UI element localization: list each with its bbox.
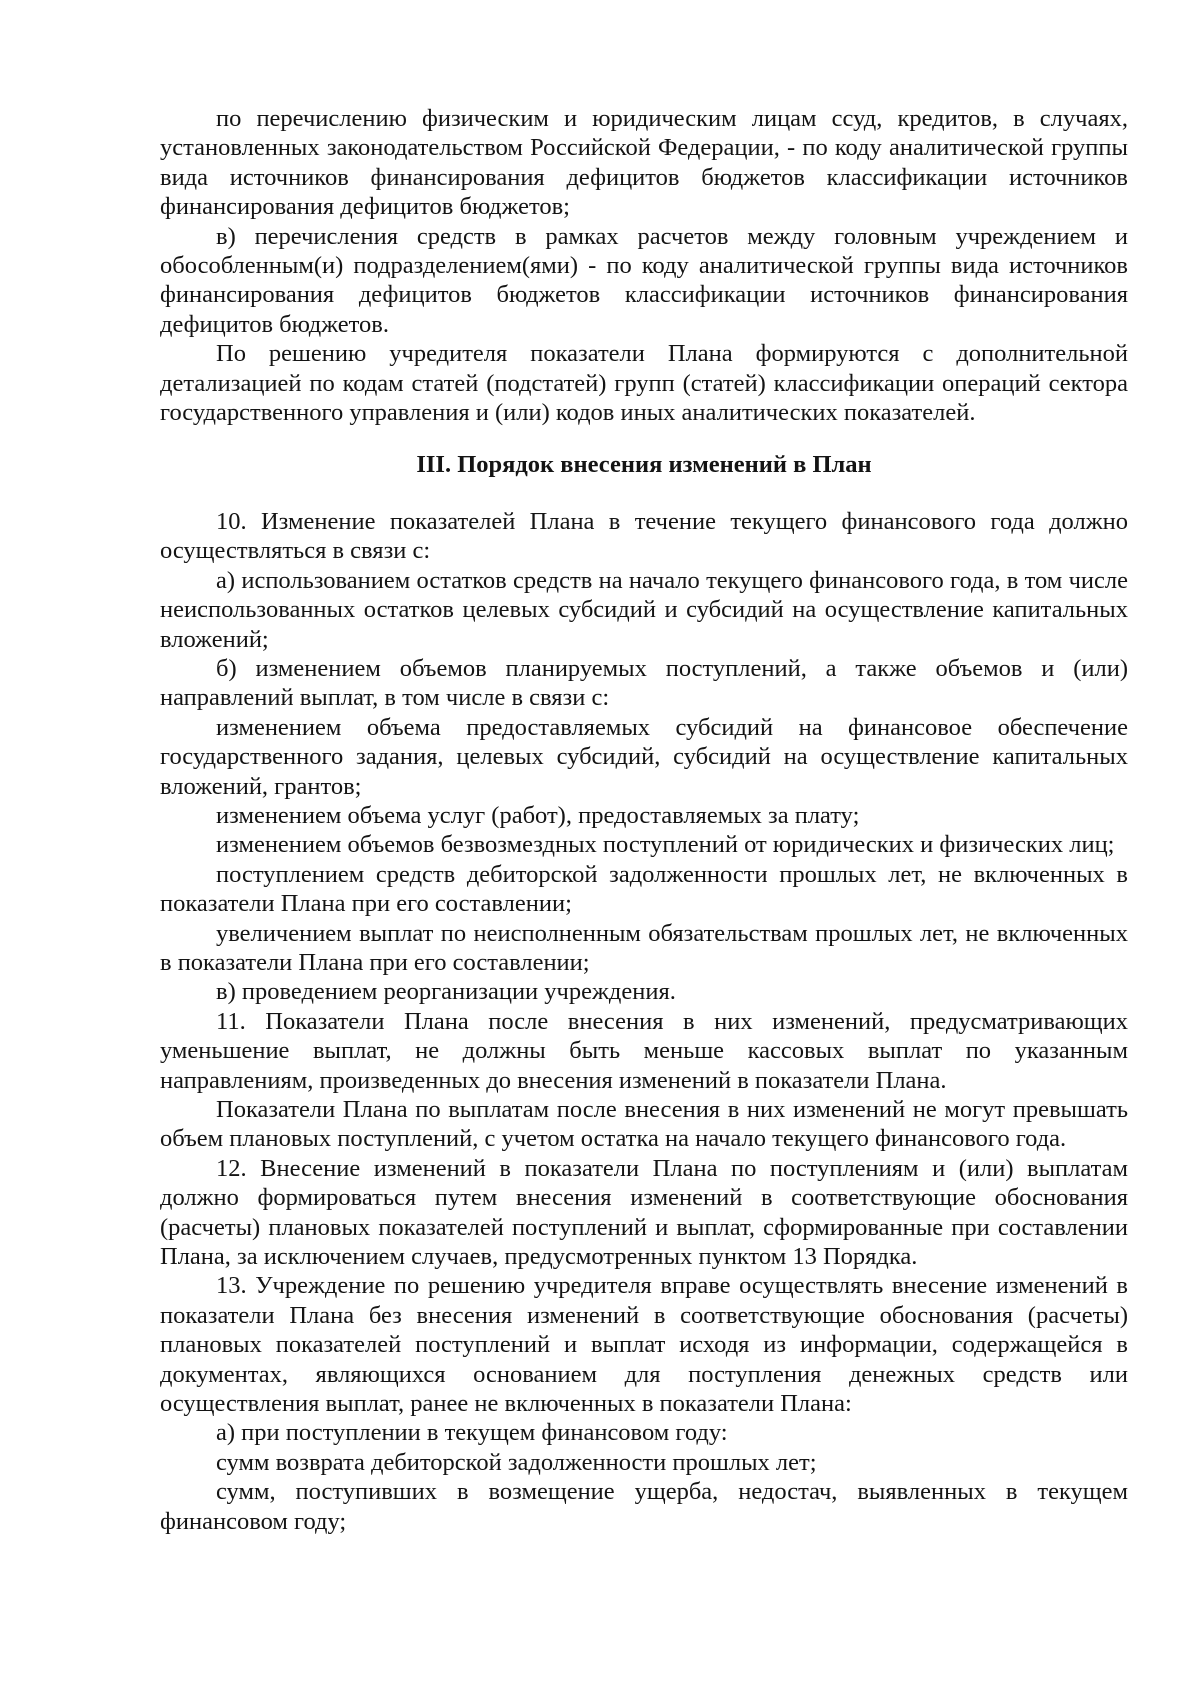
paragraph: 12. Внесение изменений в показатели Плана по поступлениям и (или) выплатам должно формироваться путем внесения изменений в соответствующие обоснования (расчеты) плановых показателей поступлений и выплат, сформированные при составлении Плана, за исключением случаев, предусмотренных пунктом 13 Порядка. — [160, 1154, 1128, 1271]
paragraph: сумм, поступивших в возмещение ущерба, недостач, выявленных в текущем финансовом году; — [160, 1478, 1128, 1535]
paragraph: Показатели Плана по выплатам после внесения в них изменений не могут превышать объем плановых поступлений, с учетом остатка на начало текущего финансового года. — [160, 1096, 1128, 1153]
paragraph: изменением объема предоставляемых субсидий на финансовое обеспечение государственного задания, целевых субсидий, субсидий на осуществление капитальных вложений, грантов; — [160, 713, 1128, 800]
paragraph: б) изменением объемов планируемых поступлений, а также объемов и (или) направлений выплат, в том числе в связи с: — [160, 654, 1128, 712]
paragraph: По решению учредителя показатели Плана формируются с дополнительной детализацией по кодам статей (подстатей) групп (статей) классификации операций сектора государственного управления и (или) кодов иных аналитических показателей. — [160, 340, 1128, 427]
paragraph: поступлением средств дебиторской задолженности прошлых лет, не включенных в показатели Плана при его составлении; — [160, 860, 1128, 918]
paragraph: сумм возврата дебиторской задолженности прошлых лет; — [216, 1448, 817, 1476]
paragraph: по перечислению физическим и юридическим лицам ссуд, кредитов, в случаях, установленных законодательством Российской Федерации, - по коду аналитической группы вида источников финансирования дефицитов бюджетов классификации источников финансирования дефицитов бюджетов; — [160, 105, 1128, 221]
paragraph: а) при поступлении в текущем финансовом году: — [216, 1419, 728, 1447]
paragraph: 13. Учреждение по решению учредителя вправе осуществлять внесение изменений в показатели Плана без внесения изменений в соответствующие обоснования (расчеты) плановых показателей поступлений и выплат исходя из информации, содержащейся в документах, являющихся основанием для поступления денежных средств или осуществления выплат, ранее не включенных в показатели Плана: — [160, 1272, 1128, 1418]
paragraph: а) использованием остатков средств на начало текущего финансового года, в том числе неиспользованных остатков целевых субсидий и субсидий на осуществление капитальных вложений; — [160, 566, 1128, 653]
paragraph: увеличением выплат по неисполненным обязательствам прошлых лет, не включенных в показатели Плана при его составлении; — [160, 919, 1128, 976]
paragraph: изменением объемов безвозмездных поступлений от юридических и физических лиц; — [216, 831, 1115, 859]
document-body — [160, 104, 1128, 1536]
paragraph: в) проведением реорганизации учреждения. — [216, 978, 676, 1006]
paragraph: изменением объема услуг (работ), предоставляемых за плату; — [216, 801, 860, 829]
paragraph: 11. Показатели Плана после внесения в них изменений, предусматривающих уменьшение выплат, не должны быть меньше кассовых выплат по указанным направлениям, произведенных до внесения изменений в показатели Плана. — [160, 1007, 1128, 1094]
section-heading: III. Порядок внесения изменений в План — [416, 451, 872, 479]
paragraph: 10. Изменение показателей Плана в течение текущего финансового года должно осуществляться в связи с: — [160, 507, 1128, 565]
paragraph: в) перечисления средств в рамках расчетов между головным учреждением и обособленным(и) подразделением(ями) - по коду аналитической группы вида источников финансирования дефицитов бюджетов классификации источников финансирования дефицитов бюджетов. — [160, 222, 1128, 338]
